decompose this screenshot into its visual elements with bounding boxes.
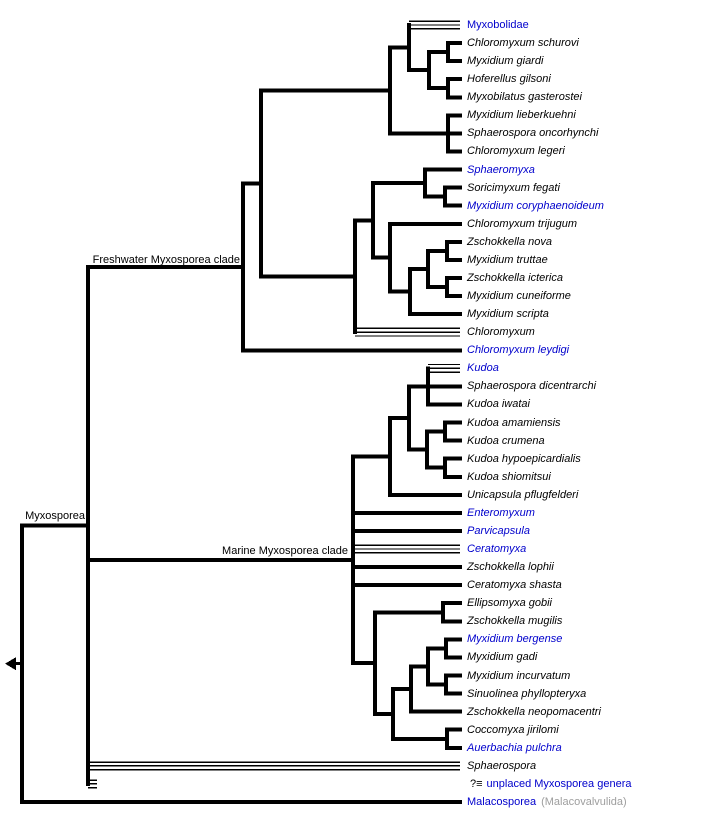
tip-label-parvicapsula <box>467 525 530 537</box>
taxon-name: Sphaerospora <box>467 759 537 772</box>
taxon-name: Myxidium lieberkuehni <box>467 109 576 122</box>
tip-label-zschokkella-neopomacentri <box>467 706 601 718</box>
taxon-name: Kudoa iwatai <box>467 398 530 411</box>
taxon-name: Zschokkella neopomacentri <box>467 705 601 718</box>
taxon-name: Myxidium scripta <box>467 308 549 321</box>
tip-label-myxidium-lieberkuehni <box>467 109 576 121</box>
taxon-name: Chloromyxum <box>467 326 535 339</box>
taxon-name: Auerbachia pulchra <box>467 741 562 754</box>
tip-label-ceratomyxa-shasta <box>467 579 562 591</box>
tip-label-zschokkella-icterica <box>467 272 563 284</box>
tip-label-chloromyxum-leydigi <box>467 344 569 356</box>
taxon-name: Chloromyxum legeri <box>467 145 565 158</box>
tip-label-sphaerospora-oncorhynchi <box>467 127 598 139</box>
tip-label-kudoa-iwatai <box>467 398 530 410</box>
tip-label-ellipsomyxa-gobii <box>467 597 552 609</box>
clade-label-freshwater-clade: Freshwater Myxosporea clade <box>92 254 240 266</box>
clade-label-myxosporea: Myxosporea <box>25 510 85 522</box>
tip-label-myxidium-scripta <box>467 308 549 320</box>
taxon-name: Zschokkella lophii <box>467 561 554 574</box>
taxon-name-suffix: (Malacovalvulida) <box>541 796 627 808</box>
tip-label-unicapsula-pflugfelderi <box>467 489 578 501</box>
taxon-name: Sinuolinea phyllopteryxa <box>467 687 587 700</box>
tip-label-myxobolidae <box>467 19 529 31</box>
tip-label-chloromyxum-schurovi <box>467 37 579 49</box>
taxon-name: unplaced Myxosporea genera <box>486 777 632 790</box>
tip-label-kudoa-crumena <box>467 435 545 447</box>
tip-label-ceratomyxa <box>467 543 526 555</box>
tip-label-malacosporea <box>467 796 627 808</box>
taxon-name: Sphaerospora dicentrarchi <box>467 380 597 393</box>
tip-label-myxidium-giardi <box>467 55 543 67</box>
taxon-name: Zschokkella mugilis <box>467 615 563 628</box>
taxon-name: Myxidium bergense <box>467 633 563 646</box>
taxon-name: Myxidium coryphaenoideum <box>467 199 604 212</box>
tip-label-zschokkella-nova <box>467 236 552 248</box>
taxon-name: Myxidium cuneiforme <box>467 290 571 303</box>
taxon-name: Chloromyxum schurovi <box>467 37 579 50</box>
taxon-name: Kudoa amamiensis <box>467 416 561 429</box>
tip-label-kudoa-shiomitsui <box>467 471 551 483</box>
tip-label-sphaerospora <box>467 760 536 772</box>
taxon-name: Kudoa shiomitsui <box>467 470 551 483</box>
taxon-name: Ellipsomyxa gobii <box>467 597 552 610</box>
tip-label-myxidium-truttae <box>467 254 548 266</box>
tip-label-sphaeromyxa <box>467 164 535 176</box>
tip-label-chloromyxum-trijugum <box>467 218 577 230</box>
tip-label-myxidium-gadi <box>467 651 537 663</box>
taxon-name: Soricimyxum fegati <box>467 181 560 194</box>
tip-label-myxidium-incurvatum <box>467 670 570 682</box>
tip-label-unplaced-myxosporea-genera <box>470 778 631 790</box>
taxon-name: Myxobolidae <box>467 19 529 31</box>
taxon-name: Parvicapsula <box>467 524 530 537</box>
taxon-name: Malacosporea <box>467 796 537 808</box>
tip-label-kudoa-amamiensis <box>467 417 561 429</box>
taxon-name: Zschokkella nova <box>467 235 552 248</box>
tip-label-sinuolinea-phyllopteryxa <box>467 688 586 700</box>
taxon-name: Myxobilatus gasterostei <box>467 91 582 104</box>
tip-label-zschokkella-lophii <box>467 561 554 573</box>
tip-label-myxobilatus-gasterostei <box>467 91 582 103</box>
taxon-name: Chloromyxum leydigi <box>467 344 570 357</box>
tip-label-soricimyxum-fegati <box>467 182 560 194</box>
tip-label-chloromyxum <box>467 326 535 338</box>
taxon-name: Ceratomyxa shasta <box>467 579 562 592</box>
taxon-name: Zschokkella icterica <box>467 271 563 284</box>
unplaced-question-collapsed-icon: ?≡ <box>470 777 483 790</box>
tip-label-kudoa <box>467 362 499 374</box>
taxon-name: Myxidium giardi <box>467 55 544 68</box>
taxon-name: Kudoa <box>467 362 499 375</box>
tip-label-myxidium-bergense <box>467 633 562 645</box>
taxon-name: Sphaeromyxa <box>467 163 535 176</box>
tip-label-myxidium-cuneiforme <box>467 290 571 302</box>
tip-label-enteromyxum <box>467 507 535 519</box>
taxon-name: Sphaerospora oncorhynchi <box>467 127 599 140</box>
tip-label-hoferellus-gilsoni <box>467 73 551 85</box>
taxon-name: Kudoa crumena <box>467 434 545 447</box>
tip-label-kudoa-hypoepicardialis <box>467 453 581 465</box>
taxon-name: Hoferellus gilsoni <box>467 73 551 86</box>
taxon-name: Myxidium truttae <box>467 253 548 266</box>
tip-label-zschokkella-mugilis <box>467 615 562 627</box>
taxon-name: Unicapsula pflugfelderi <box>467 488 579 501</box>
taxon-name: Myxidium incurvatum <box>467 669 571 682</box>
taxon-name: Enteromyxum <box>467 506 535 519</box>
tip-label-myxidium-coryphaenoideum <box>467 200 604 212</box>
tip-label-chloromyxum-legeri <box>467 145 565 157</box>
taxon-name: Ceratomyxa <box>467 543 527 556</box>
taxon-name: Coccomyxa jirilomi <box>467 723 559 736</box>
taxon-name: Chloromyxum trijugum <box>467 217 578 230</box>
taxon-name: Kudoa hypoepicardialis <box>467 452 581 465</box>
tip-label-sphaerospora-dicentrarchi <box>467 380 596 392</box>
taxon-name: Myxidium gadi <box>467 651 538 664</box>
clade-label-marine-clade: Marine Myxosporea clade <box>222 545 348 557</box>
tip-label-coccomyxa-jirilomi <box>467 724 559 736</box>
tip-label-auerbachia-pulchra <box>467 742 562 754</box>
